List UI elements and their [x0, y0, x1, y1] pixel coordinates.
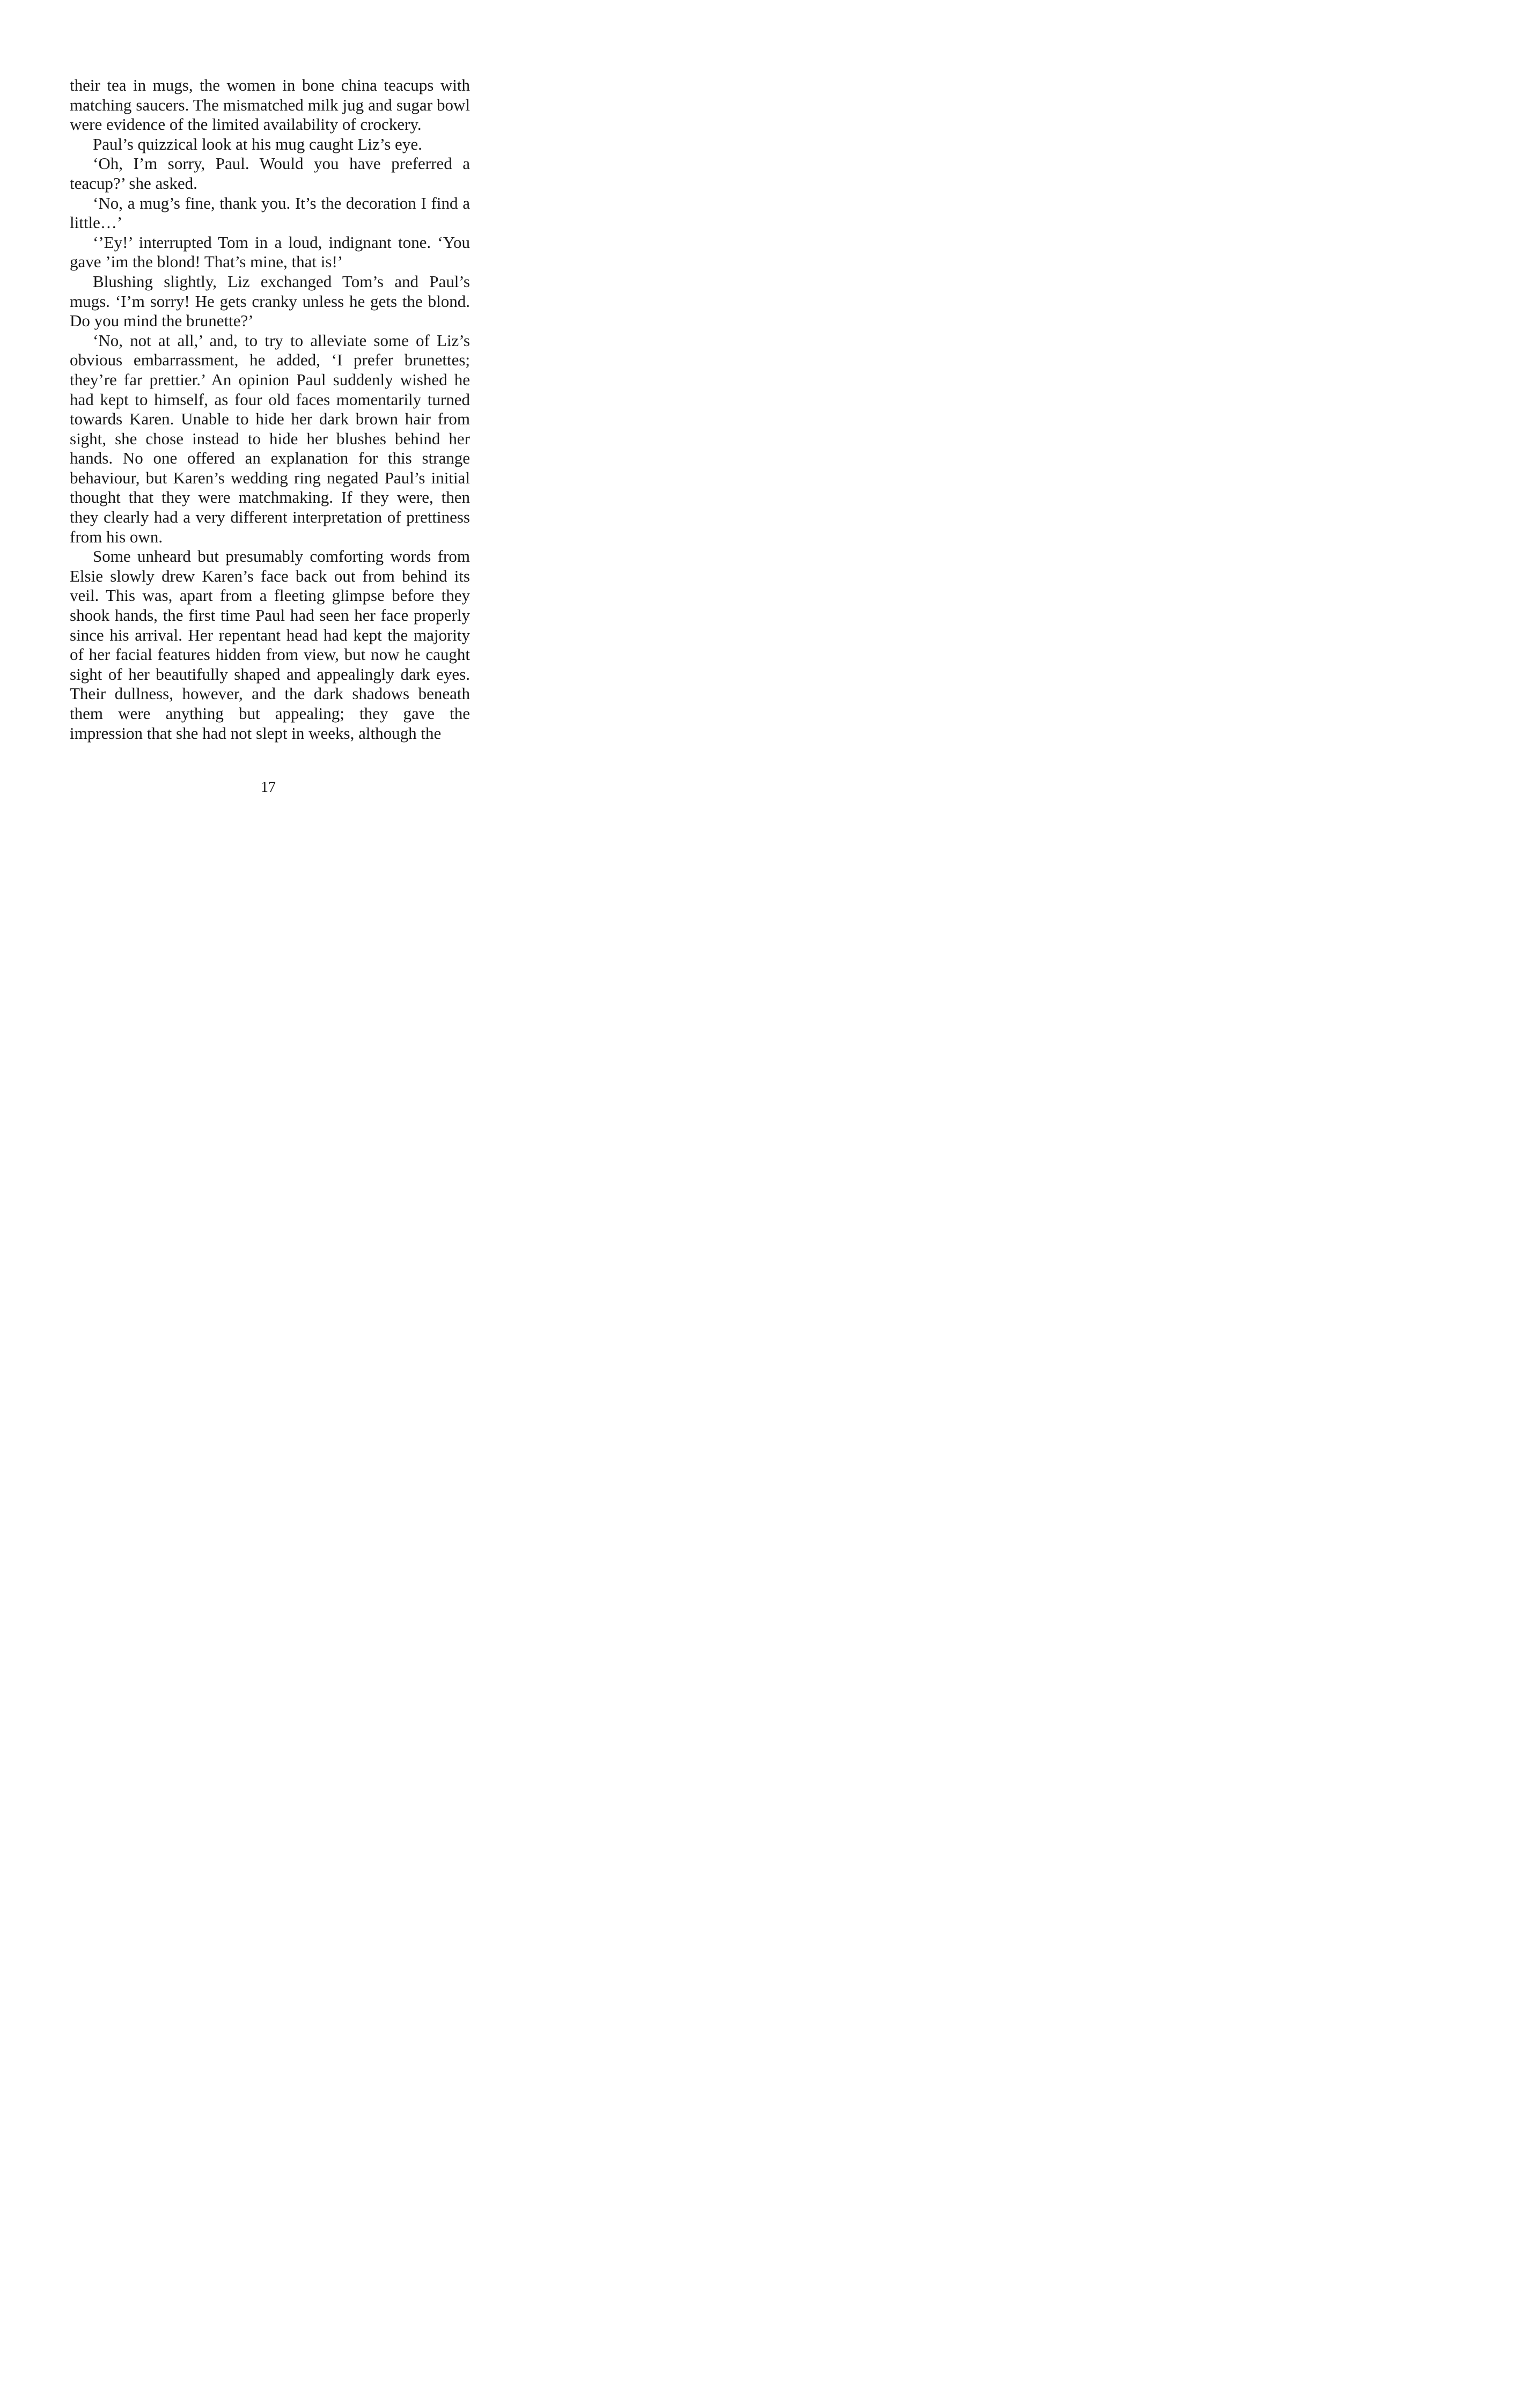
- paragraph: their tea in mugs, the women in bone china teacups with matching saucers. The mismatched milk jug and sugar bowl were evidence of the limited availability of crockery.: [70, 76, 470, 134]
- page-number: 17: [261, 779, 276, 796]
- paragraph: ‘’Ey!’ interrupted Tom in a loud, indignant tone. ‘You gave ’im the blond! That’s mine, that is!’: [70, 232, 470, 271]
- book-page: [0, 0, 537, 849]
- paragraph: ‘No, a mug’s fine, thank you. It’s the decoration I find a little…’: [70, 193, 470, 232]
- body-text: [70, 76, 470, 743]
- paragraph: ‘Oh, I’m sorry, Paul. Would you have preferred a teacup?’ she asked.: [70, 154, 470, 193]
- paragraph: Paul’s quizzical look at his mug caught Liz’s eye.: [93, 134, 422, 153]
- paragraph: Some unheard but presumably comforting words from Elsie slowly drew Karen’s face back out from behind its veil. This was, apart from a fleeting glimpse before they shook hands, the first time Paul had seen her face properly since his arrival. Her repentant head had kept the majority of her facial features hidden from view, but now he caught sight of her beautifully shaped and appealingly dark eyes. Their dullness, however, and the dark shadows beneath them were anything but appealing; they gave the impression that she had not slept in weeks, although the: [70, 547, 470, 743]
- paragraph: Blushing slightly, Liz exchanged Tom’s and Paul’s mugs. ‘I’m sorry! He gets cranky unless he gets the blond. Do you mind the brunette?’: [70, 271, 470, 331]
- paragraph: ‘No, not at all,’ and, to try to alleviate some of Liz’s obvious embarrassment, he added, ‘I prefer brunettes; they’re far prettier.’ An opinion Paul suddenly wished he had kept to himself, as four old faces momentarily turned towards Karen. Unable to hide her dark brown hair from sight, she chose instead to hide her blushes behind her hands. No one offered an explanation for this strange behaviour, but Karen’s wedding ring negated Paul’s initial thought that they were matchmaking. If they were, then they clearly had a very different interpretation of prettiness from his own.: [70, 331, 470, 546]
